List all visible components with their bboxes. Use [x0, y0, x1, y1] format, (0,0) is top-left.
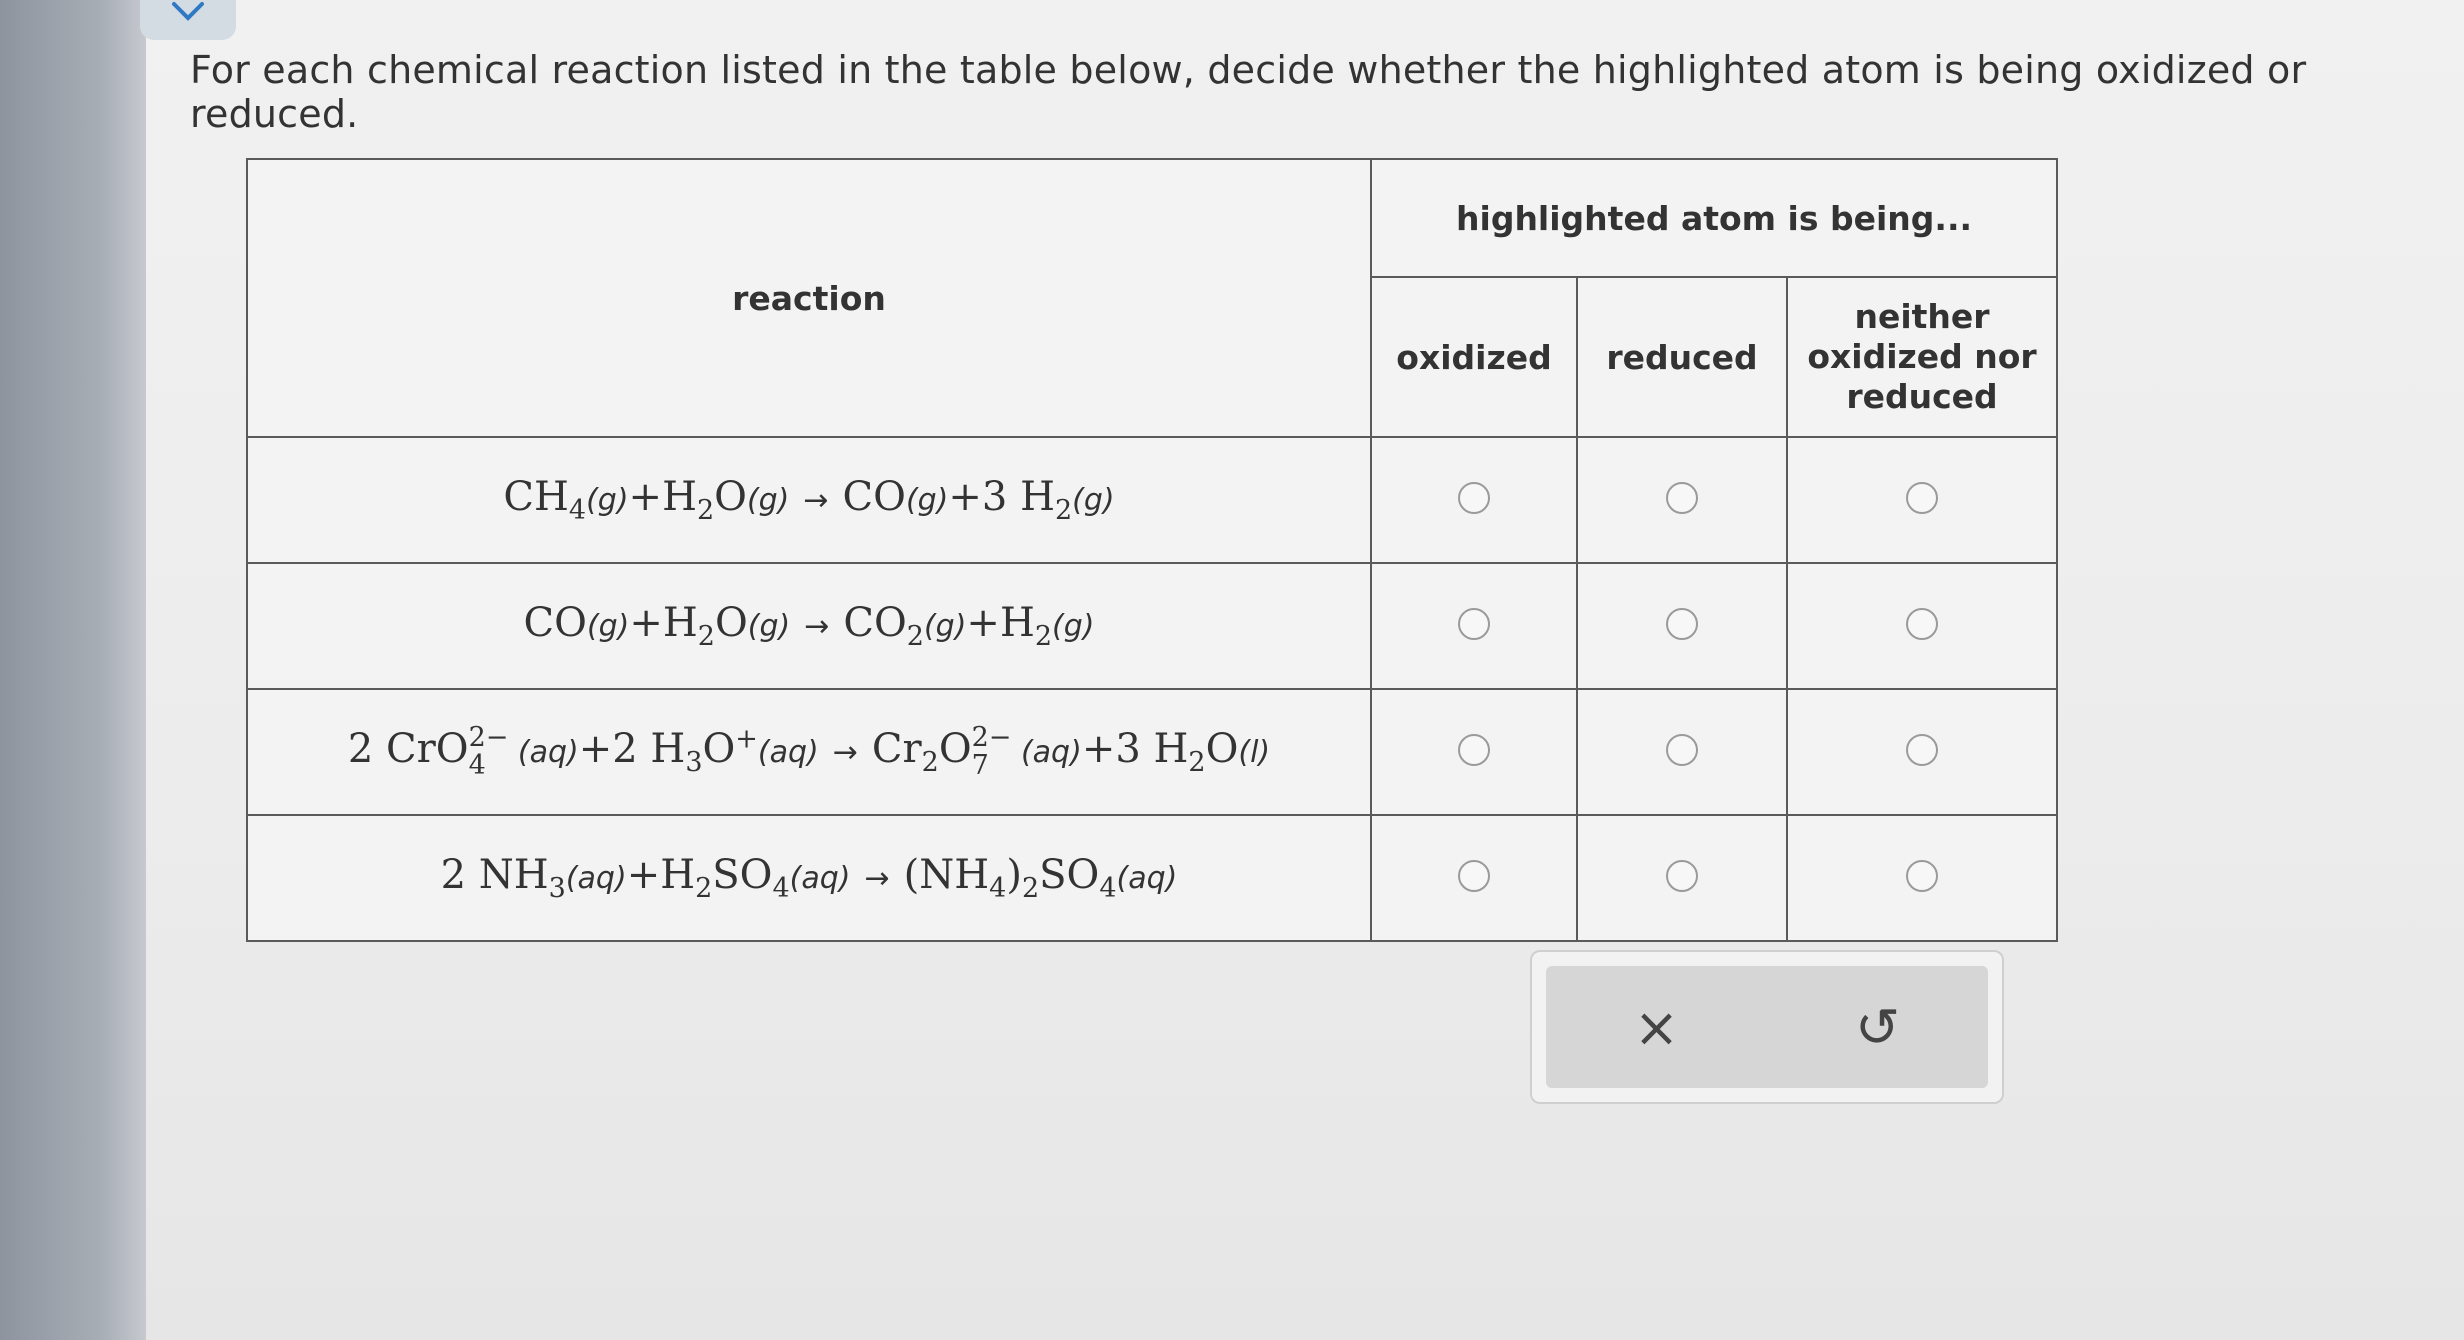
subscript: 2	[697, 621, 715, 652]
phase-label: (g)	[586, 609, 630, 644]
option-cell-neither	[1787, 437, 2057, 563]
formula-text: +2 H	[578, 726, 686, 773]
superscript: +	[735, 723, 758, 755]
phase-label: (g)	[1072, 483, 1115, 518]
formula-text: SO	[1039, 852, 1100, 898]
formula-text: O	[714, 474, 747, 520]
formula-text: +H	[628, 474, 697, 520]
formula-text: CH	[503, 474, 569, 520]
reaction-arrow: →	[803, 483, 829, 518]
sub-sup-group	[972, 724, 1012, 780]
formula-text: (NH	[903, 852, 990, 898]
phase-label: (aq)	[565, 861, 627, 896]
formula-text: Cr	[871, 726, 922, 773]
option-cell-oxidized	[1371, 563, 1577, 689]
subscript: 2	[1188, 747, 1206, 779]
option-cell-reduced	[1577, 563, 1787, 689]
reaction-header: reaction	[247, 159, 1371, 437]
reaction-table	[246, 158, 2058, 942]
formula-text: SO	[712, 852, 773, 898]
answer-toolbar	[1530, 950, 2004, 1104]
radio-reduced[interactable]	[1666, 860, 1698, 892]
radio-reduced[interactable]	[1666, 734, 1698, 766]
phase-label: (g)	[905, 483, 949, 518]
option-header-oxidized: oxidized	[1371, 277, 1577, 437]
reaction-arrow: →	[804, 609, 830, 644]
option-cell-reduced	[1577, 815, 1787, 941]
reaction-arrow: →	[832, 735, 858, 771]
reaction-equation	[347, 722, 1271, 782]
option-header-reduced: reduced	[1577, 277, 1787, 437]
formula-text: O	[1205, 726, 1239, 773]
subscript: 2	[921, 747, 939, 779]
phase-label: (l)	[1238, 735, 1271, 771]
subscript: 4	[568, 495, 587, 526]
formula-text: CO	[843, 600, 907, 646]
subscript: 2	[906, 621, 924, 652]
phase-label: (aq)	[789, 861, 851, 896]
option-cell-oxidized	[1371, 689, 1577, 815]
formula-text: O	[938, 726, 972, 773]
table-row	[247, 815, 2057, 941]
group-header: highlighted atom is being...	[1371, 159, 2057, 277]
phase-label: (g)	[747, 609, 791, 644]
formula-text: 2 NH	[440, 852, 549, 898]
collapse-toggle[interactable]	[140, 0, 236, 40]
formula-text: O	[714, 600, 748, 646]
undo-icon: ↺	[1854, 995, 1901, 1059]
subscript: 4	[772, 873, 790, 904]
superscript: 2−	[971, 722, 1012, 754]
subscript: 2	[1021, 873, 1040, 904]
subscript: 7	[971, 750, 989, 782]
subscript: 2	[696, 495, 715, 526]
clear-button[interactable]	[1597, 977, 1717, 1077]
option-cell-reduced	[1577, 689, 1787, 815]
background-left-strip	[0, 0, 146, 1340]
phase-label: (aq)	[1116, 861, 1178, 896]
phase-label: (g)	[746, 483, 790, 518]
formula-text: 2 CrO	[347, 726, 469, 773]
subscript: 4	[1099, 873, 1117, 904]
radio-oxidized[interactable]	[1458, 608, 1490, 640]
phase-label: (g)	[1052, 609, 1095, 644]
undo-button[interactable]	[1818, 977, 1938, 1077]
reaction-cell	[247, 437, 1371, 563]
phase-label: (aq)	[757, 735, 819, 771]
close-icon: ×	[1633, 995, 1680, 1059]
radio-oxidized[interactable]	[1458, 482, 1490, 514]
formula-text: CO	[842, 474, 906, 520]
table-row	[247, 689, 2057, 815]
phase-label: (g)	[586, 483, 629, 518]
radio-reduced[interactable]	[1666, 608, 1698, 640]
option-cell-neither	[1787, 815, 2057, 941]
reaction-equation	[440, 852, 1178, 904]
radio-neither[interactable]	[1906, 482, 1938, 514]
radio-reduced[interactable]	[1666, 482, 1698, 514]
reaction-equation	[523, 600, 1095, 652]
option-cell-oxidized	[1371, 815, 1577, 941]
subscript: 2	[1034, 621, 1053, 652]
formula-text: )	[1006, 852, 1022, 898]
subscript: 3	[548, 873, 566, 904]
option-cell-neither	[1787, 563, 2057, 689]
toolbar-buttons	[1546, 966, 1988, 1088]
table-row	[247, 437, 2057, 563]
formula-text: O	[702, 726, 736, 773]
formula-text: CO	[523, 600, 587, 646]
phase-label: (g)	[923, 609, 967, 644]
reaction-cell	[247, 815, 1371, 941]
subscript: 3	[685, 747, 703, 779]
reaction-equation	[503, 474, 1115, 526]
radio-neither[interactable]	[1906, 860, 1938, 892]
option-cell-reduced	[1577, 437, 1787, 563]
radio-oxidized[interactable]	[1458, 734, 1490, 766]
reaction-cell	[247, 563, 1371, 689]
formula-text: +H	[626, 852, 696, 898]
phase-label: (aq)	[1011, 735, 1082, 771]
option-cell-neither	[1787, 689, 2057, 815]
radio-neither[interactable]	[1906, 734, 1938, 766]
formula-text: +H	[629, 600, 698, 646]
radio-oxidized[interactable]	[1458, 860, 1490, 892]
subscript: 2	[695, 873, 713, 904]
subscript: 2	[1054, 495, 1073, 526]
subscript: 4	[989, 873, 1007, 904]
table-row	[247, 563, 2057, 689]
chevron-down-icon	[168, 0, 208, 26]
radio-neither[interactable]	[1906, 608, 1938, 640]
option-header-neither: neither oxidized nor reduced	[1787, 277, 2057, 437]
formula-text: +H	[966, 600, 1035, 646]
option-cell-oxidized	[1371, 437, 1577, 563]
instructions-text: For each chemical reaction listed in the table below, decide whether the highlighted atom is being oxidized or reduced.	[190, 48, 2307, 136]
subscript: 4	[468, 750, 486, 782]
formula-text: +3 H	[948, 474, 1055, 520]
superscript: 2−	[468, 722, 509, 754]
formula-text: +3 H	[1081, 726, 1189, 773]
phase-label: (aq)	[508, 735, 579, 771]
reaction-arrow: →	[864, 861, 890, 896]
sub-sup-group	[469, 724, 509, 780]
reaction-cell	[247, 689, 1371, 815]
